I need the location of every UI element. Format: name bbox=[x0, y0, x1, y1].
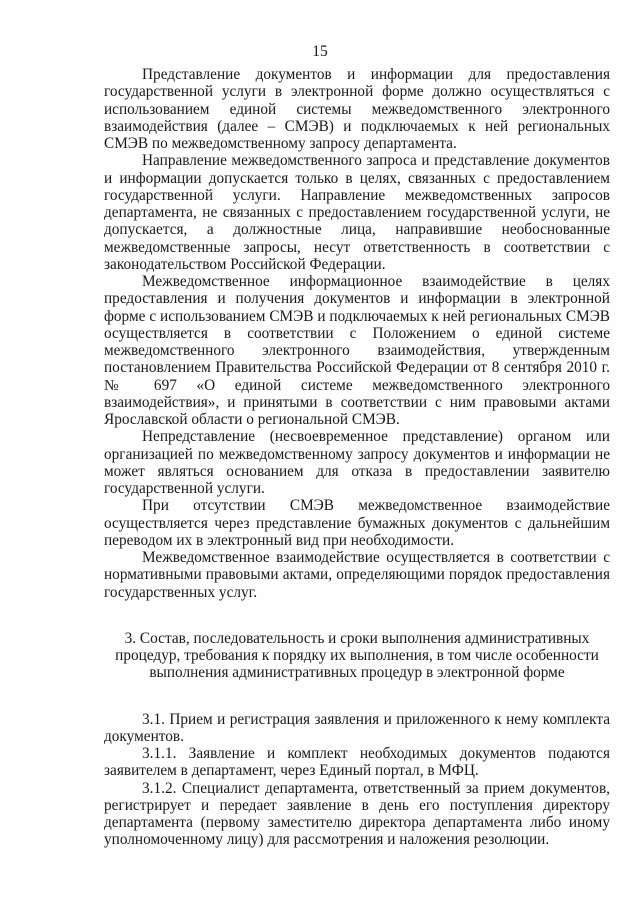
paragraph-3-1: 3.1. Прием и регистрация заявления и приложенного к нему комплекта документов. bbox=[104, 710, 610, 745]
section-heading-line: процедур, требования к порядку их выполнения, в том числе особенности bbox=[115, 647, 599, 664]
section-heading bbox=[104, 630, 610, 682]
paragraph-3-1-1: 3.1.1. Заявление и комплект необходимых документов подаются заявителем в департамент, через Единый портал, в МФЦ. bbox=[104, 745, 610, 780]
page-number: 15 bbox=[312, 43, 328, 60]
document-body bbox=[104, 66, 610, 849]
paragraph-regulatory-acts: Межведомственное взаимодействие осуществляется в соответствии с нормативными правовыми актами, определяющими порядок предоставления государственных услуг. bbox=[104, 549, 610, 601]
paragraph-interagency-request: Направление межведомственного запроса и представление документов и информации допускается только в целях, связанных с предоставлением государственной услуги. Направление межведомственных запросов департамента, не связанных с предоставлением государственной услуги, не допускается, а должностные лица, направившие необоснованные межведомственные запросы, несут ответственность в соответствии с законодательством Российской Федерации. bbox=[104, 152, 610, 273]
section-heading-line: выполнения административных процедур в электронной форме bbox=[149, 664, 565, 682]
paragraph-smev-usage: Представление документов и информации для предоставления государственной услуги в электронной форме должно осуществляться с использованием единой системы межведомственного электронного взаимодействия (далее – СМЭВ) и подключаемых к ней региональных СМЭВ по межведомственному запросу департамента. bbox=[104, 66, 610, 152]
paragraph-non-submission: Непредставление (несвоевременное представление) органом или организацией по межведомственному запросу документов и информации не может являться основанием для отказа в предоставлении заявителю государственной услуги. bbox=[104, 428, 610, 497]
paragraph-3-1-2: 3.1.2. Специалист департамента, ответственный за прием документов, регистрирует и передает заявление в день его поступления директору департамента (первому заместителю директора департамента либо иному уполномоченному лицу) для рассмотрения и наложения резолюции. bbox=[104, 779, 610, 849]
paragraph-no-smev: При отсутствии СМЭВ межведомственное взаимодействие осуществляется через представление бумажных документов с дальнейшим переводом их в электронный вид при необходимости. bbox=[104, 497, 610, 549]
section-heading-line: 3. Состав, последовательность и сроки выполнения административных bbox=[124, 629, 590, 647]
paragraph-interagency-interaction: Межведомственное информационное взаимодействие в целях предоставления и получения документов и информации в электронной форме с использованием СМЭВ и подключаемых к ней региональных СМЭВ осуществляется в соответствии с Положением о единой системе межведомственного электронного взаимодействия, утвержденным постановлением Правительства Российской Федерации от 8 сентября 2010 г. № 697 «О единой системе межведомственного электронного взаимодействия», и принятыми в соответствии с ним правовыми актами Ярославской области о региональной СМЭВ. bbox=[104, 273, 610, 428]
